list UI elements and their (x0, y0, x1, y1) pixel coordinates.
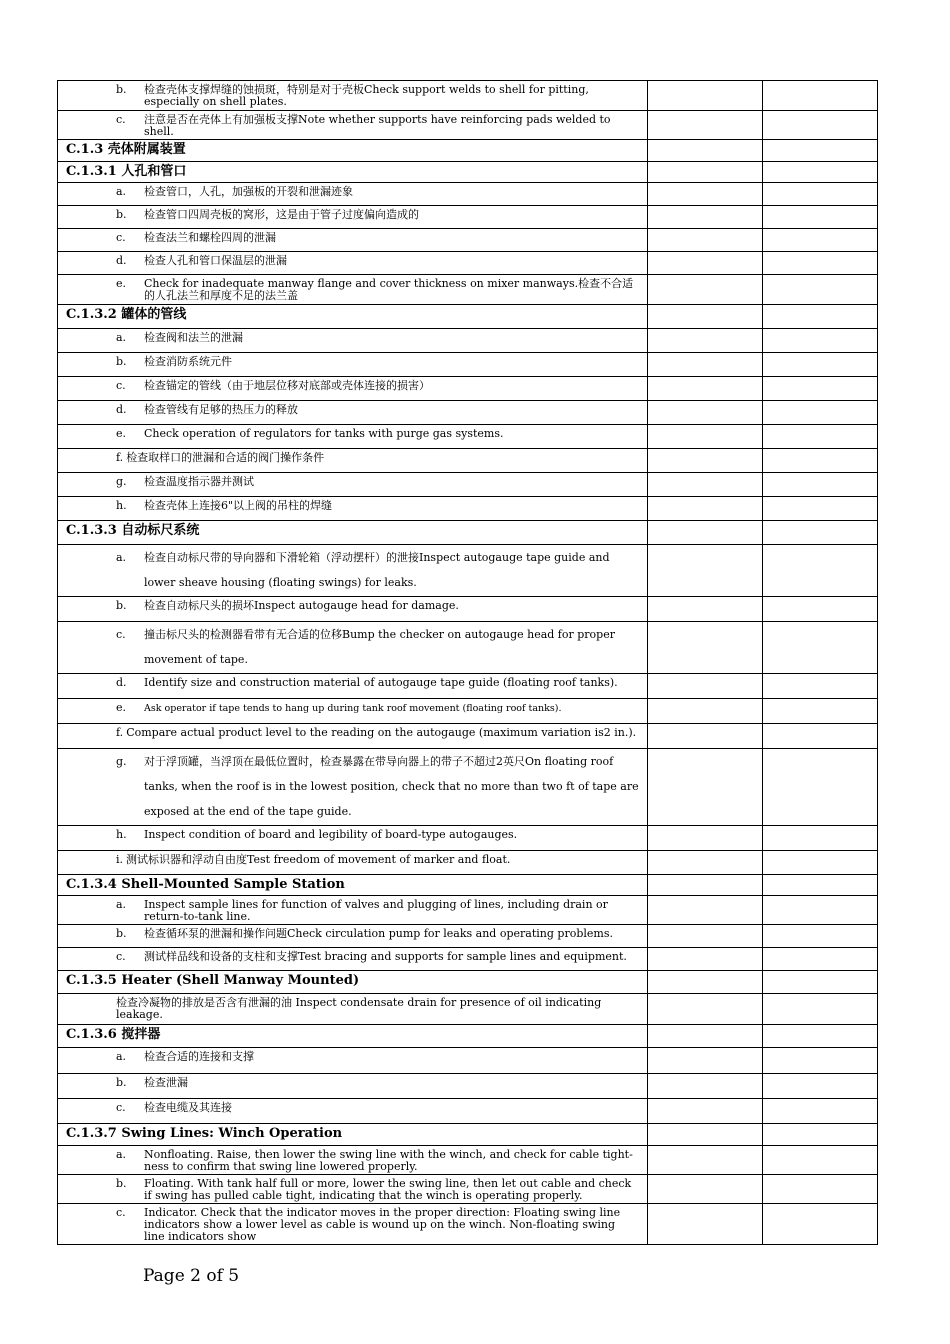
remarks-cell (763, 851, 878, 875)
description-cell (58, 1204, 648, 1245)
checklist-item (58, 425, 647, 441)
check-cell (648, 162, 763, 183)
checklist-row (58, 925, 878, 948)
checklist-row (58, 1146, 878, 1175)
remarks-cell (763, 597, 878, 622)
remarks-cell (763, 1204, 878, 1245)
check-cell (648, 377, 763, 401)
remarks-cell (763, 674, 878, 699)
description-cell (58, 1124, 648, 1146)
checklist-item (58, 622, 647, 673)
remarks-cell (763, 896, 878, 925)
section-heading-row (58, 875, 878, 896)
checklist-item (58, 1099, 647, 1115)
section-heading-row (58, 521, 878, 545)
checklist-item (58, 674, 647, 690)
description-cell (58, 275, 648, 305)
description-cell (58, 994, 648, 1025)
checklist-row (58, 111, 878, 140)
check-cell (648, 875, 763, 896)
remarks-cell (763, 925, 878, 948)
check-cell (648, 699, 763, 724)
description-cell (58, 162, 648, 183)
item-text: 注意是否在壳体上有加强板支撑Note whether supports have reinforcing pads welded to shell. (144, 113, 611, 138)
remarks-cell (763, 473, 878, 497)
remarks-cell (763, 875, 878, 896)
check-cell (648, 1124, 763, 1146)
item-text: 测试样品线和设备的支柱和支撑Test bracing and supports for sample lines and equipment. (144, 950, 627, 963)
checklist-row (58, 545, 878, 597)
checklist-item (58, 229, 647, 245)
item-label: d. (116, 676, 127, 689)
item-label: h. (116, 499, 127, 512)
check-cell (648, 329, 763, 353)
checklist-row (58, 699, 878, 724)
checklist-item (58, 826, 647, 842)
remarks-cell (763, 826, 878, 851)
checklist-row (58, 183, 878, 206)
item-label: d. (116, 254, 127, 267)
section-heading: C.1.3.2 罐体的管线 (66, 307, 187, 322)
checklist-item (58, 699, 647, 716)
item-text: Check for inadequate manway flange and cover thickness on mixer manways.检查不合适的人孔法兰和厚度不足的法兰盖 (144, 277, 634, 302)
check-cell (648, 851, 763, 875)
item-text: Nonfloating. Raise, then lower the swing line with the winch, and check for cable tight- ness to confirm that swing line lowered properly. (144, 1148, 633, 1173)
check-cell (648, 275, 763, 305)
item-label: e. (116, 427, 127, 440)
item-label: a. (116, 551, 127, 564)
check-cell (648, 1048, 763, 1074)
checklist-item (58, 275, 647, 303)
checklist-item (58, 81, 647, 109)
section-heading: C.1.3.5 Heater (Shell Manway Mounted) (66, 973, 360, 988)
description-cell (58, 1175, 648, 1204)
check-cell (648, 449, 763, 473)
remarks-cell (763, 948, 878, 971)
remarks-cell (763, 994, 878, 1025)
description-cell (58, 401, 648, 425)
checklist-item (58, 353, 647, 369)
check-cell (648, 252, 763, 275)
checklist-item (58, 994, 647, 1022)
checklist-item (58, 1074, 647, 1090)
description-cell (58, 1025, 648, 1048)
item-text: Indicator. Check that the indicator moves in the proper direction: Floating swing line indicators show a lower level as cable is wound up on the winch. Non-floating swing line indicators show (144, 1206, 621, 1243)
check-cell (648, 183, 763, 206)
description-cell (58, 521, 648, 545)
description-cell (58, 473, 648, 497)
remarks-cell (763, 1146, 878, 1175)
checklist-row (58, 724, 878, 749)
item-label: a. (116, 898, 127, 911)
check-cell (648, 826, 763, 851)
checklist-row (58, 851, 878, 875)
checklist-row (58, 449, 878, 473)
item-label: b. (116, 1177, 127, 1190)
check-cell (648, 497, 763, 521)
item-label: f. (116, 451, 124, 464)
check-cell (648, 111, 763, 140)
remarks-cell (763, 724, 878, 749)
checklist-row (58, 401, 878, 425)
item-label: e. (116, 277, 127, 290)
item-text: 对于浮顶罐，当浮顶在最低位置时，检查暴露在带导向器上的带子不超过2英尺On floating roof tanks, when the roof is in the lowest position, check that no more than two ft of tape are exposed at the end of the tape guide. (144, 755, 639, 818)
item-label: d. (116, 403, 127, 416)
checklist-item (58, 473, 647, 489)
remarks-cell (763, 252, 878, 275)
item-text: Inspect condition of board and legibility of board-type autogauges. (144, 828, 518, 841)
checklist-item (58, 497, 647, 513)
checklist-row (58, 377, 878, 401)
page-number: Page 2 of 5 (143, 1266, 240, 1286)
checklist-row (58, 1175, 878, 1204)
checklist-item (58, 896, 647, 924)
checklist-row (58, 948, 878, 971)
check-cell (648, 140, 763, 162)
section-heading: C.1.3 壳体附属装置 (66, 142, 186, 157)
checklist-row (58, 896, 878, 925)
remarks-cell (763, 329, 878, 353)
checklist-item (58, 724, 647, 740)
item-text: 检查管线有足够的热压力的释放 (144, 403, 298, 416)
checklist-item (58, 252, 647, 268)
item-label: h. (116, 828, 127, 841)
checklist-row (58, 252, 878, 275)
item-label: c. (116, 628, 126, 641)
item-text: Check operation of regulators for tanks with purge gas systems. (144, 427, 504, 440)
remarks-cell (763, 401, 878, 425)
item-text: 检查循环泵的泄漏和操作问题Check circulation pump for leaks and operating problems. (144, 927, 613, 940)
remarks-cell (763, 1025, 878, 1048)
item-text: Inspect sample lines for function of valves and plugging of lines, including drain or return-to-tank line. (144, 898, 608, 923)
item-text: 检查法兰和螺栓四周的泄漏 (144, 231, 276, 244)
check-cell (648, 1025, 763, 1048)
section-heading: C.1.3.7 Swing Lines: Winch Operation (66, 1126, 343, 1141)
item-label: c. (116, 231, 126, 244)
description-cell (58, 206, 648, 229)
checklist-item (58, 948, 647, 964)
item-label: b. (116, 208, 127, 221)
remarks-cell (763, 622, 878, 674)
section-heading: C.1.3.1 人孔和管口 (66, 164, 187, 179)
checklist-body (58, 81, 878, 1245)
check-cell (648, 1175, 763, 1204)
checklist-item (58, 377, 647, 393)
check-cell (648, 1204, 763, 1245)
remarks-cell (763, 449, 878, 473)
description-cell (58, 329, 648, 353)
checklist-row (58, 1204, 878, 1245)
checklist-item (58, 749, 647, 825)
remarks-cell (763, 229, 878, 252)
description-cell (58, 699, 648, 724)
item-label: e. (116, 701, 127, 714)
section-heading-row (58, 140, 878, 162)
checklist-row (58, 81, 878, 111)
item-text: 检查锚定的管线（由于地层位移对底部或壳体连接的损害） (144, 379, 430, 392)
item-label: b. (116, 599, 127, 612)
check-cell (648, 1146, 763, 1175)
checklist-row (58, 994, 878, 1025)
remarks-cell (763, 1048, 878, 1074)
item-label: b. (116, 927, 127, 940)
checklist-row (58, 826, 878, 851)
item-label: b. (116, 1076, 127, 1089)
remarks-cell (763, 425, 878, 449)
check-cell (648, 994, 763, 1025)
check-cell (648, 473, 763, 497)
check-cell (648, 401, 763, 425)
checklist-row (58, 275, 878, 305)
item-label: i. (116, 853, 124, 866)
description-cell (58, 545, 648, 597)
section-heading-row (58, 1025, 878, 1048)
item-text: 撞击标尺头的检测器看带有无合适的位移Bump the checker on autogauge head for proper movement of tape. (144, 628, 615, 666)
description-cell (58, 1048, 648, 1074)
checklist-row (58, 497, 878, 521)
description-cell (58, 1099, 648, 1124)
checklist-row (58, 749, 878, 826)
item-label: a. (116, 331, 127, 344)
item-text: Floating. With tank half full or more, lower the swing line, then let out cable and check if swing has pulled cable tight, indicating that the winch is operating properly. (144, 1177, 632, 1202)
checklist-row (58, 674, 878, 699)
description-cell (58, 1074, 648, 1099)
item-label: a. (116, 1148, 127, 1161)
remarks-cell (763, 353, 878, 377)
description-cell (58, 896, 648, 925)
checklist-item (58, 925, 647, 941)
section-heading-row (58, 1124, 878, 1146)
description-cell (58, 875, 648, 896)
checklist-item (58, 401, 647, 417)
item-label: f. (116, 726, 124, 739)
check-cell (648, 948, 763, 971)
item-label: a. (116, 1050, 127, 1063)
remarks-cell (763, 81, 878, 111)
item-label: g. (116, 755, 127, 768)
description-cell (58, 183, 648, 206)
description-cell (58, 948, 648, 971)
checklist-item (58, 183, 647, 199)
item-label: c. (116, 113, 126, 126)
checklist-row (58, 1048, 878, 1074)
item-text: Identify size and construction material of autogauge tape guide (floating roof tanks). (144, 676, 618, 689)
remarks-cell (763, 162, 878, 183)
remarks-cell (763, 699, 878, 724)
check-cell (648, 597, 763, 622)
description-cell (58, 826, 648, 851)
remarks-cell (763, 275, 878, 305)
checklist-row (58, 473, 878, 497)
item-text: 检查人孔和管口保温层的泄漏 (144, 254, 287, 267)
remarks-cell (763, 1074, 878, 1099)
checklist-row (58, 1099, 878, 1124)
item-text: 检查阀和法兰的泄漏 (144, 331, 243, 344)
section-heading: C.1.3.4 Shell-Mounted Sample Station (66, 877, 345, 892)
check-cell (648, 425, 763, 449)
checklist-item (58, 851, 647, 867)
description-cell (58, 674, 648, 699)
checklist-row (58, 353, 878, 377)
description-cell (58, 597, 648, 622)
item-text: 测试标识器和浮动自由度Test freedom of movement of marker and float. (126, 853, 511, 866)
description-cell (58, 229, 648, 252)
description-cell (58, 140, 648, 162)
checklist-item (58, 206, 647, 222)
check-cell (648, 206, 763, 229)
check-cell (648, 622, 763, 674)
checklist-item (58, 545, 647, 596)
description-cell (58, 749, 648, 826)
description-cell (58, 353, 648, 377)
item-label: c. (116, 1206, 126, 1219)
check-cell (648, 305, 763, 329)
remarks-cell (763, 1124, 878, 1146)
description-cell (58, 377, 648, 401)
check-cell (648, 521, 763, 545)
item-text: Compare actual product level to the reading on the autogauge (maximum variation is2 in.). (126, 726, 637, 739)
checklist-row (58, 206, 878, 229)
item-text: 检查电缆及其连接 (144, 1101, 232, 1114)
description-cell (58, 497, 648, 521)
item-text: 检查消防系统元件 (144, 355, 232, 368)
description-cell (58, 724, 648, 749)
check-cell (648, 925, 763, 948)
item-text: 检查自动标尺带的导向器和下滑轮箱（浮动摆杆）的泄接Inspect autogauge tape guide and lower sheave housing (floating swings) for leaks. (144, 551, 610, 589)
checklist-item (58, 1048, 647, 1064)
description-cell (58, 449, 648, 473)
checklist-item (58, 449, 647, 465)
check-cell (648, 749, 763, 826)
item-text: 检查合适的连接和支撑 (144, 1050, 254, 1063)
remarks-cell (763, 206, 878, 229)
remarks-cell (763, 521, 878, 545)
remarks-cell (763, 305, 878, 329)
checklist-row (58, 229, 878, 252)
description-cell (58, 111, 648, 140)
remarks-cell (763, 1099, 878, 1124)
item-label: c. (116, 379, 126, 392)
section-heading: C.1.3.3 自动标尺系统 (66, 523, 200, 538)
check-cell (648, 229, 763, 252)
item-text: 检查壳体支撑焊缝的蚀损斑，特别是对于壳板Check support welds to shell for pitting, especially on shell plates. (144, 83, 589, 108)
remarks-cell (763, 497, 878, 521)
check-cell (648, 545, 763, 597)
description-cell (58, 622, 648, 674)
remarks-cell (763, 111, 878, 140)
check-cell (648, 971, 763, 994)
check-cell (648, 674, 763, 699)
section-heading: C.1.3.6 搅拌器 (66, 1027, 161, 1042)
checklist-row (58, 597, 878, 622)
item-label: b. (116, 355, 127, 368)
checklist-row (58, 1074, 878, 1099)
remarks-cell (763, 140, 878, 162)
item-text: 检查冷凝物的排放是否含有泄漏的油 Inspect condensate drain for presence of oil indicating leakage. (116, 996, 602, 1021)
description-cell (58, 252, 648, 275)
checklist-row (58, 329, 878, 353)
item-text: 检查管口，人孔，加强板的开裂和泄漏迹象 (144, 185, 353, 198)
check-cell (648, 81, 763, 111)
checklist-item (58, 597, 647, 613)
description-cell (58, 851, 648, 875)
checklist-row (58, 425, 878, 449)
check-cell (648, 724, 763, 749)
item-text: Ask operator if tape tends to hang up during tank roof movement (floating roof tanks). (144, 703, 562, 714)
check-cell (648, 1074, 763, 1099)
checklist-row (58, 622, 878, 674)
section-heading-row (58, 971, 878, 994)
remarks-cell (763, 971, 878, 994)
checklist-item (58, 1175, 647, 1203)
section-heading-row (58, 305, 878, 329)
item-text: 检查温度指示器并测试 (144, 475, 254, 488)
item-text: 检查自动标尺头的损坏Inspect autogauge head for damage. (144, 599, 459, 612)
check-cell (648, 1099, 763, 1124)
item-label: c. (116, 950, 126, 963)
section-heading-row (58, 162, 878, 183)
checklist-item (58, 111, 647, 139)
description-cell (58, 305, 648, 329)
inspection-checklist-table (57, 80, 878, 1245)
description-cell (58, 971, 648, 994)
checklist-item (58, 329, 647, 345)
item-label: b. (116, 83, 127, 96)
remarks-cell (763, 1175, 878, 1204)
remarks-cell (763, 749, 878, 826)
item-text: 检查泄漏 (144, 1076, 188, 1089)
remarks-cell (763, 545, 878, 597)
item-text: 检查管口四周壳板的窝形，这是由于管子过度偏向造成的 (144, 208, 419, 221)
check-cell (648, 896, 763, 925)
description-cell (58, 1146, 648, 1175)
description-cell (58, 81, 648, 111)
item-text: 检查取样口的泄漏和合适的阀门操作条件 (126, 451, 325, 464)
checklist-item (58, 1204, 647, 1244)
item-text: 检查壳体上连接6"以上阀的吊柱的焊缝 (144, 499, 333, 512)
remarks-cell (763, 183, 878, 206)
checklist-item (58, 1146, 647, 1174)
description-cell (58, 425, 648, 449)
item-label: a. (116, 185, 127, 198)
remarks-cell (763, 377, 878, 401)
item-label: g. (116, 475, 127, 488)
check-cell (648, 353, 763, 377)
description-cell (58, 925, 648, 948)
item-label: c. (116, 1101, 126, 1114)
